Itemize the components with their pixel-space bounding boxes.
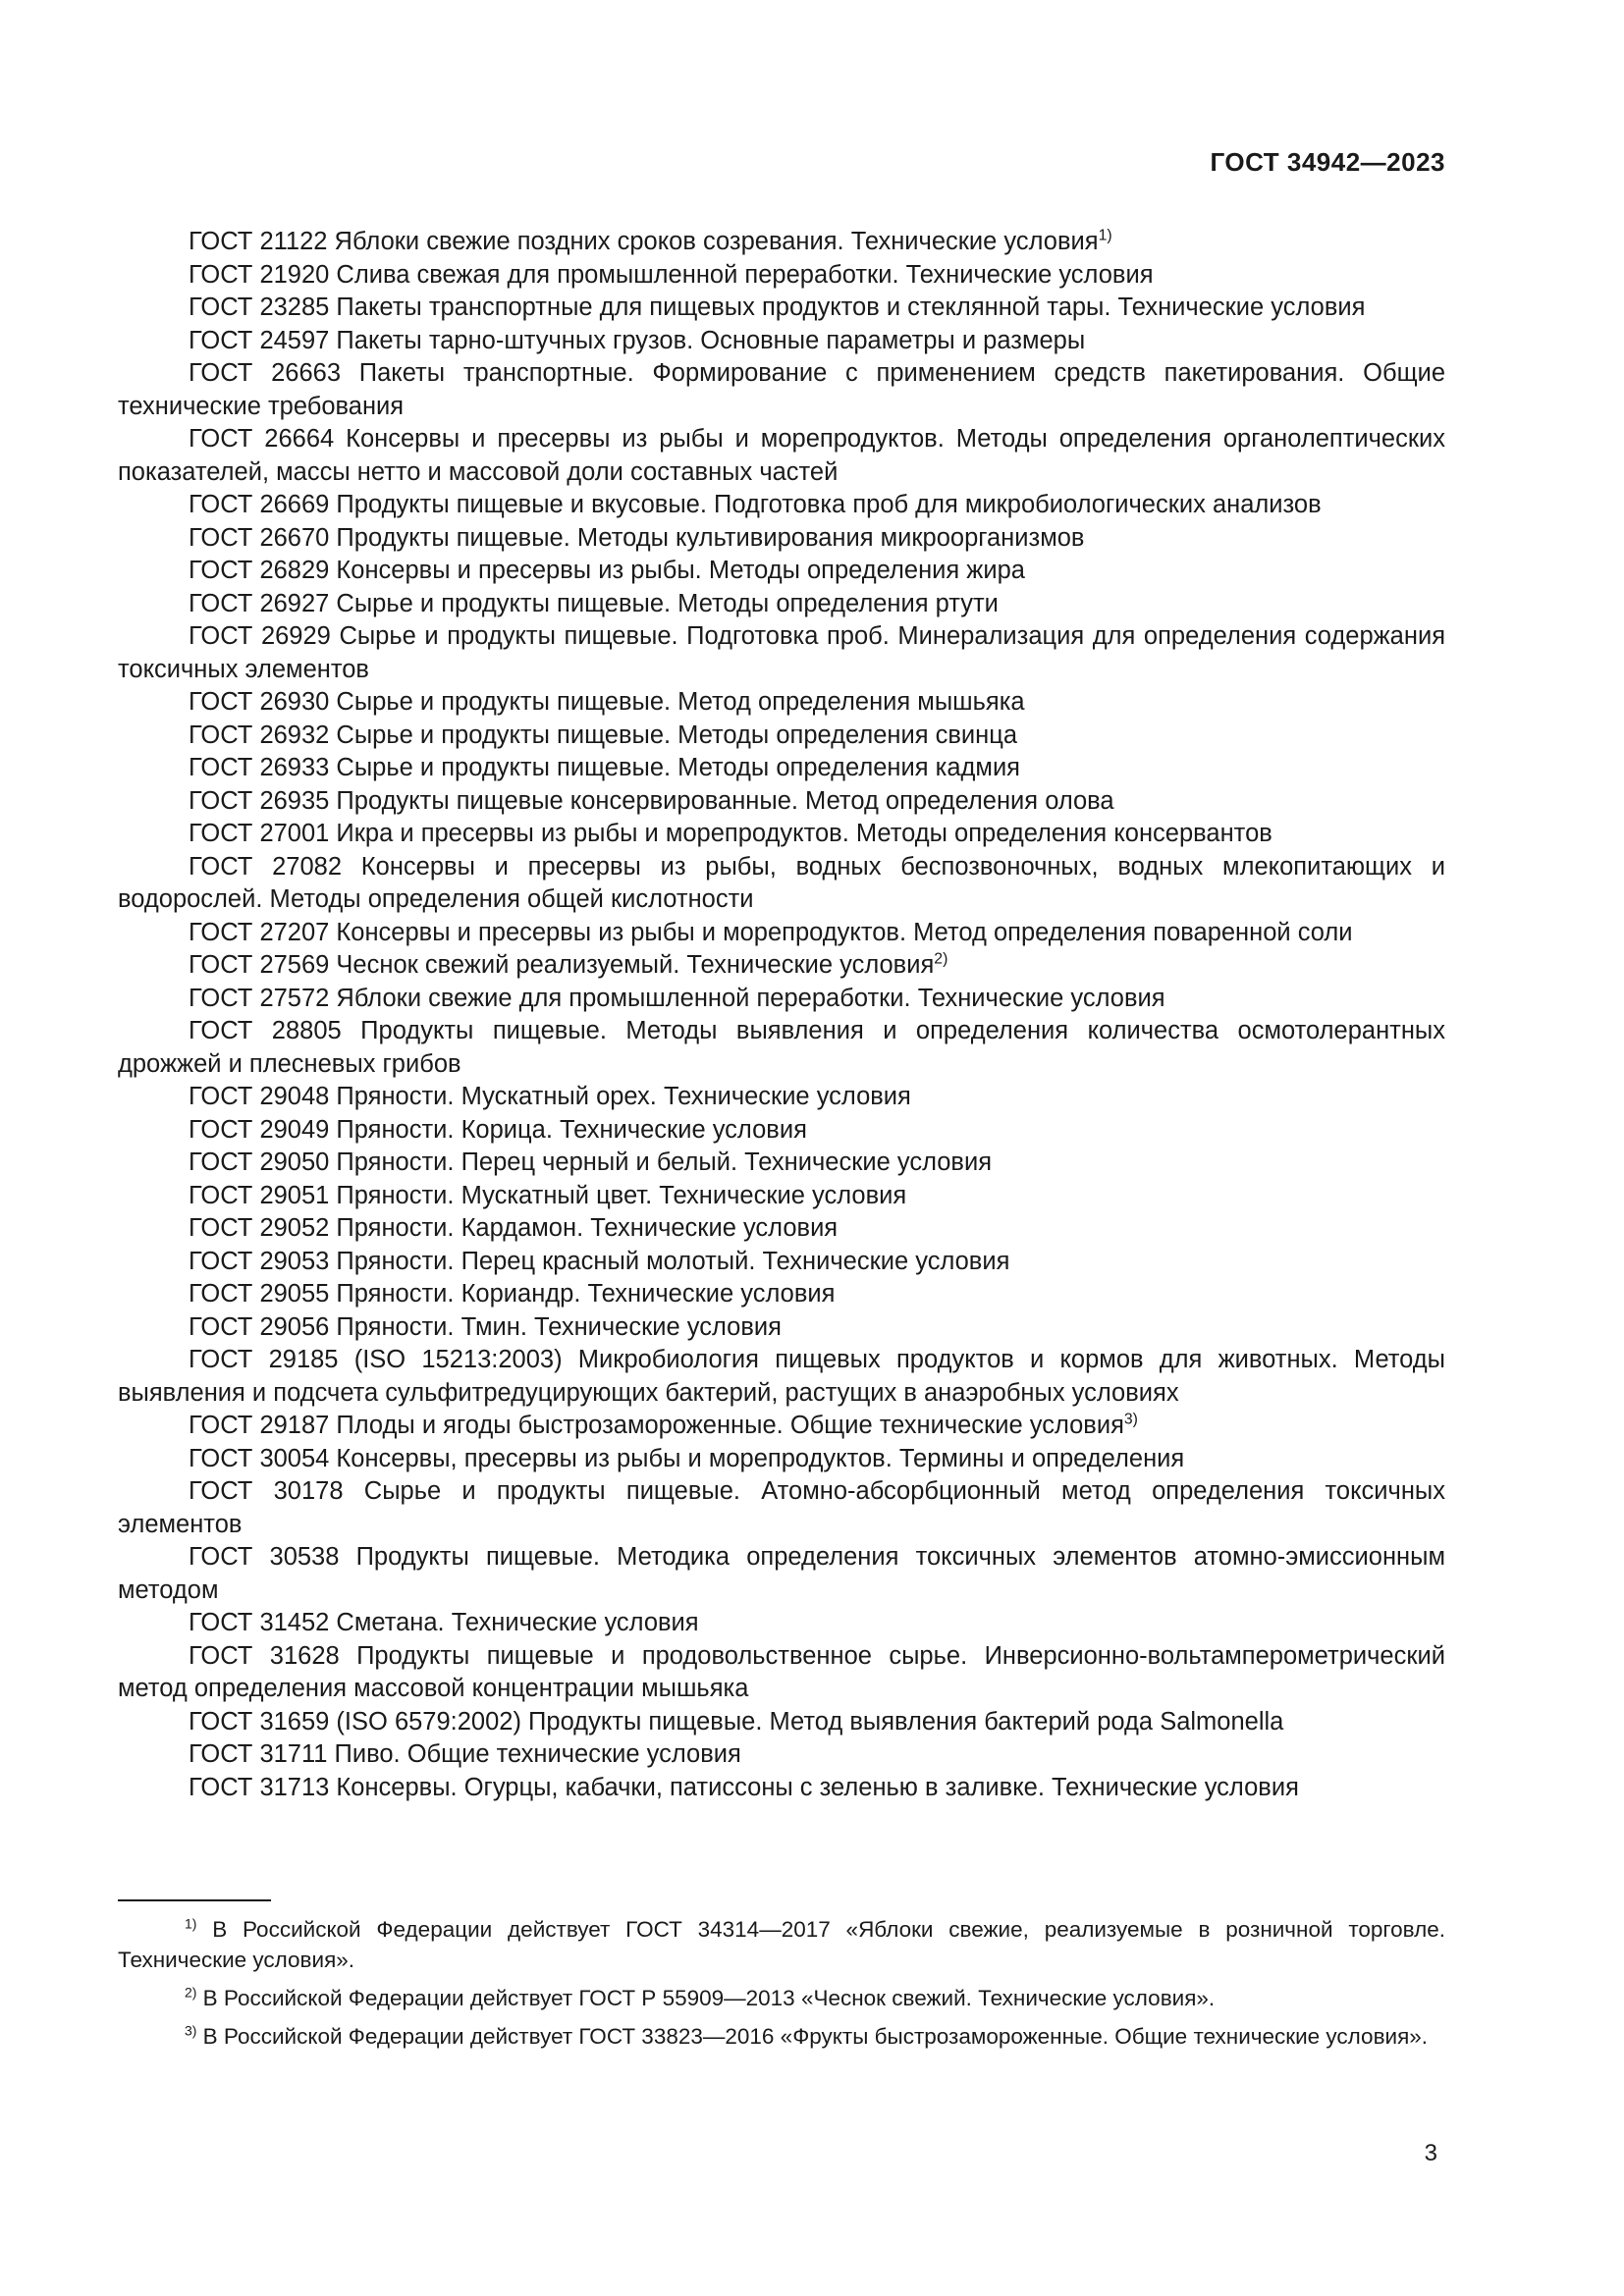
reference-entry [118,555,1445,588]
reference-text: ГОСТ 27001 Икра и пресервы из рыбы и морепродуктов. Методы определения консервантов [189,820,1272,847]
reference-text: ГОСТ 29185 (ISO 15213:2003) Микробиология пищевых продуктов и кормов для животных. Методы выявления и подсчета сульфитредуцирующих бактерий, растущих в анаэробных условиях [118,1346,1445,1407]
reference-entry [118,818,1445,851]
footnote-entry [118,1914,1445,1975]
reference-text: ГОСТ 27569 Чеснок свежий реализуемый. Технические условия [189,951,935,979]
page-header: ГОСТ 34942—2023 [1210,147,1445,177]
reference-entry [118,325,1445,358]
reference-entry [118,1640,1445,1706]
reference-text: ГОСТ 26933 Сырье и продукты пищевые. Методы определения кадмия [189,754,1020,781]
reference-text: ГОСТ 30054 Консервы, пресервы из рыбы и морепродуктов. Термины и определения [189,1444,1185,1472]
reference-entry [118,1475,1445,1541]
reference-text: ГОСТ 21920 Слива свежая для промышленной переработки. Технические условия [189,260,1154,289]
reference-text: ГОСТ 29051 Пряности. Мускатный цвет. Технические условия [189,1181,907,1209]
footnote-text: В Российской Федерации действует ГОСТ 34314—2017 «Яблоки свежие, реализуемые в розничной торговле. Технические условия». [118,1917,1445,1972]
footnote-text: В Российской Федерации действует ГОСТ 33823—2016 «Фрукты быстрозамороженные. Общие технические условия». [202,2024,1429,2049]
reference-entry [118,720,1445,753]
footnote-mark: 2) [185,1984,197,2001]
reference-entry [118,686,1445,720]
footnote-entry [118,1983,1445,2013]
reference-entry [118,983,1445,1016]
reference-entry [118,1410,1445,1443]
reference-text: ГОСТ 26927 Сырье и продукты пищевые. Методы определения ртути [189,589,999,617]
reference-entry [118,752,1445,785]
reference-entry [118,1015,1445,1081]
reference-entry [118,1607,1445,1640]
reference-entry [118,1772,1445,1805]
reference-entry [118,1738,1445,1772]
reference-entry [118,1212,1445,1246]
reference-text: ГОСТ 29052 Пряности. Кардамон. Технические условия [189,1214,839,1242]
reference-text: ГОСТ 28805 Продукты пищевые. Методы выявления и определения количества осмотолерантных дрожжей и плесневых грибов [118,1017,1445,1078]
reference-entry [118,259,1445,293]
reference-text: ГОСТ 21122 Яблоки свежие поздних сроков созревания. Технические условия [189,228,1099,255]
footnote-marker: 2) [934,950,948,968]
page-number: 3 [1424,2140,1437,2166]
reference-text: ГОСТ 31659 (ISO 6579:2002) Продукты пищевые. Метод выявления бактерий рода Salmonella [189,1707,1284,1735]
reference-entry [118,1246,1445,1279]
reference-entry [118,785,1445,819]
reference-entry [118,1147,1445,1180]
reference-entry [118,1344,1445,1410]
normative-references-list [118,226,1445,1804]
footnotes [118,1914,1445,2059]
reference-entry [118,851,1445,917]
footnote-entry [118,2021,1445,2052]
reference-entry [118,1081,1445,1114]
reference-text: ГОСТ 26670 Продукты пищевые. Методы культивирования микроорганизмов [189,523,1085,552]
reference-text: ГОСТ 29049 Пряности. Корица. Технические условия [189,1115,807,1144]
reference-text: ГОСТ 26664 Консервы и пресервы из рыбы и морепродуктов. Методы определения органолептических показателей, массы нетто и массовой доли составных частей [118,425,1445,486]
reference-text: ГОСТ 27572 Яблоки свежие для промышленной переработки. Технические условия [189,984,1165,1012]
reference-text: ГОСТ 27207 Консервы и пресервы из рыбы и морепродуктов. Метод определения поваренной соли [189,918,1353,946]
reference-entry [118,1706,1445,1739]
reference-text: ГОСТ 23285 Пакеты транспортные для пищевых продуктов и стеклянной тары. Технические условия [189,294,1366,321]
reference-text: ГОСТ 26930 Сырье и продукты пищевые. Метод определения мышьяка [189,688,1025,716]
reference-entry [118,1180,1445,1213]
reference-text: ГОСТ 31452 Сметана. Технические условия [189,1609,699,1636]
reference-entry [118,1541,1445,1607]
reference-text: ГОСТ 31711 Пиво. Общие технические условия [189,1740,741,1768]
reference-text: ГОСТ 31713 Консервы. Огурцы, кабачки, патиссоны с зеленью в заливке. Технические условия [189,1773,1299,1801]
reference-text: ГОСТ 30178 Сырье и продукты пищевые. Атомно-абсорбционный метод определения токсичных элементов [118,1477,1445,1538]
reference-text: ГОСТ 29056 Пряности. Тмин. Технические условия [189,1312,782,1341]
reference-entry [118,917,1445,950]
reference-text: ГОСТ 24597 Пакеты тарно-штучных грузов. Основные параметры и размеры [189,326,1086,354]
reference-text: ГОСТ 26669 Продукты пищевые и вкусовые. Подготовка проб для микробиологических анализов [189,491,1322,518]
reference-text: ГОСТ 26932 Сырье и продукты пищевые. Методы определения свинца [189,721,1018,749]
reference-entry [118,1311,1445,1345]
reference-entry [118,357,1445,423]
footnote-marker: 1) [1098,227,1112,244]
reference-entry [118,489,1445,522]
footnote-text: В Российской Федерации действует ГОСТ Р 55909—2013 «Чеснок свежий. Технические условия». [202,1986,1216,2010]
reference-text: ГОСТ 31628 Продукты пищевые и продовольственное сырье. Инверсионно-вольтамперометрический метод определения массовой концентрации мышьяка [118,1641,1445,1702]
reference-entry [118,1114,1445,1148]
reference-entry [118,620,1445,686]
reference-text: ГОСТ 27082 Консервы и пресервы из рыбы, водных беспозвоночных, водных млекопитающих и водорослей. Методы определения общей кислотности [118,852,1445,913]
reference-text: ГОСТ 29187 Плоды и ягоды быстрозамороженные. Общие технические условия [189,1412,1124,1439]
reference-entry [118,949,1445,983]
reference-entry [118,1278,1445,1311]
reference-text: ГОСТ 26935 Продукты пищевые консервированные. Метод определения олова [189,786,1114,815]
reference-entry [118,226,1445,259]
reference-entry [118,292,1445,325]
reference-entry [118,522,1445,556]
footnote-mark: 1) [185,1915,197,1932]
reference-text: ГОСТ 29050 Пряности. Перец черный и белый. Технические условия [189,1148,993,1176]
reference-text: ГОСТ 26929 Сырье и продукты пищевые. Подготовка проб. Минерализация для определения содержания токсичных элементов [118,622,1445,683]
reference-entry [118,588,1445,621]
footnote-divider [118,1899,271,1901]
reference-text: ГОСТ 30538 Продукты пищевые. Методика определения токсичных элементов атомно-эмиссионным методом [118,1543,1445,1604]
reference-text: ГОСТ 29053 Пряности. Перец красный молотый. Технические условия [189,1247,1010,1275]
footnote-mark: 3) [185,2022,197,2039]
reference-text: ГОСТ 29055 Пряности. Кориандр. Технические условия [189,1280,836,1308]
reference-entry [118,423,1445,489]
reference-text: ГОСТ 26663 Пакеты транспортные. Формирование с применением средств пакетирования. Общие технические требования [118,359,1445,420]
reference-entry [118,1443,1445,1476]
reference-text: ГОСТ 26829 Консервы и пресервы из рыбы. Методы определения жира [189,557,1025,584]
footnote-marker: 3) [1123,1411,1138,1428]
reference-text: ГОСТ 29048 Пряности. Мускатный орех. Технические условия [189,1083,911,1110]
